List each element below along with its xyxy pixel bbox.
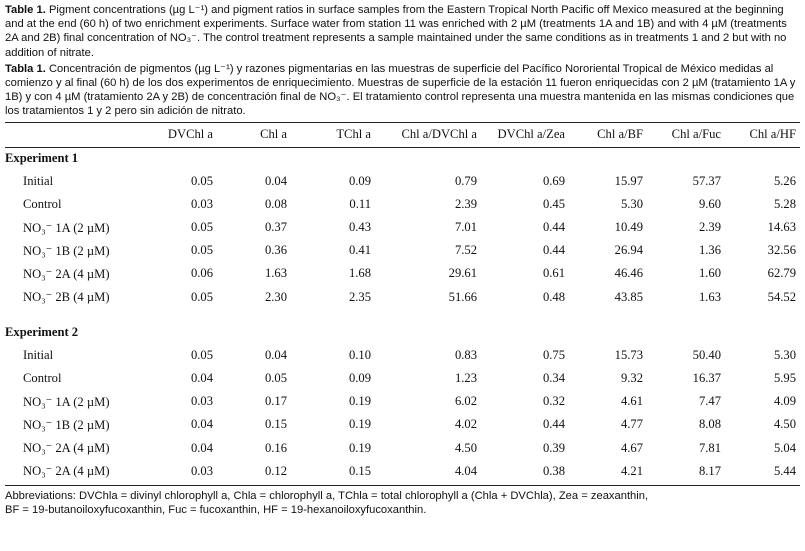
pigment-table bbox=[5, 123, 800, 483]
table-cell: 0.45 bbox=[542, 196, 565, 211]
table-cell: 0.05 bbox=[190, 243, 213, 258]
table-cell: 4.50 bbox=[773, 417, 796, 432]
table-cell: 2.30 bbox=[264, 289, 287, 304]
table-cell: 0.04 bbox=[264, 347, 287, 362]
table-cell: 0.05 bbox=[264, 371, 287, 386]
table-cell: 0.09 bbox=[348, 173, 371, 188]
table-row bbox=[5, 390, 800, 413]
table-cell: 4.21 bbox=[620, 463, 643, 478]
caption-english-label: Table 1. bbox=[5, 4, 46, 16]
table-cell: 0.37 bbox=[264, 220, 287, 235]
table-cell: 0.09 bbox=[348, 371, 371, 386]
table-cell: 6.02 bbox=[454, 394, 477, 409]
row-label: Initial bbox=[23, 173, 54, 188]
table-cell: 0.03 bbox=[190, 394, 213, 409]
table-cell: 1.68 bbox=[348, 266, 371, 281]
table-row bbox=[5, 413, 800, 436]
footnote-line-2: BF = 19-butanoiloxyfucoxanthin, Fuc = fucoxanthin, HF = 19-hexanoiloxyfucoxanthin. bbox=[5, 503, 427, 516]
experiment-heading-row bbox=[5, 322, 800, 344]
row-label: Control bbox=[23, 196, 62, 211]
col-header-chla-bf: Chl a/BF bbox=[597, 127, 643, 142]
footnote-line-1: Abbreviations: DVChla = divinyl chlorophyll a, Chla = chlorophyll a, TChla = total chlorophyll a (Chla + DVChla), Zea = zeaxanthin, bbox=[5, 489, 649, 502]
table-cell: 0.17 bbox=[264, 394, 287, 409]
table-cell: 2.35 bbox=[348, 289, 371, 304]
table-cell: 0.11 bbox=[349, 196, 371, 211]
table-cell: 2.39 bbox=[698, 220, 721, 235]
table-row bbox=[5, 216, 800, 239]
col-header-label bbox=[5, 123, 153, 148]
table-cell: 0.04 bbox=[190, 371, 213, 386]
table-cell: 0.16 bbox=[264, 440, 287, 455]
row-label: NO₃⁻ 1B (2 µM) bbox=[23, 417, 110, 432]
table-cell: 5.30 bbox=[773, 347, 796, 362]
table-cell: 15.97 bbox=[614, 173, 643, 188]
table-cell: 0.36 bbox=[264, 243, 287, 258]
table-header-row bbox=[5, 123, 800, 148]
table-cell: 46.46 bbox=[614, 266, 643, 281]
row-label: NO₃⁻ 2A (4 µM) bbox=[23, 441, 110, 456]
row-label: Initial bbox=[23, 347, 54, 362]
table-cell: 32.56 bbox=[767, 243, 796, 258]
table-cell: 15.73 bbox=[614, 347, 643, 362]
table-cell: 0.08 bbox=[264, 196, 287, 211]
table-cell: 0.15 bbox=[264, 417, 287, 432]
table-cell: 2.39 bbox=[454, 196, 477, 211]
table-cell: 0.04 bbox=[190, 440, 213, 455]
table-cell: 4.02 bbox=[454, 417, 477, 432]
table-cell: 0.79 bbox=[454, 173, 477, 188]
table-cell: 0.48 bbox=[542, 289, 565, 304]
table-cell: 57.37 bbox=[692, 173, 721, 188]
table-cell: 4.09 bbox=[773, 394, 796, 409]
row-label: NO₃⁻ 1B (2 µM) bbox=[23, 243, 110, 258]
table-cell: 4.50 bbox=[454, 440, 477, 455]
table-cell: 5.26 bbox=[773, 173, 796, 188]
table-cell: 0.03 bbox=[190, 463, 213, 478]
col-header-tchla: TChl a bbox=[336, 127, 371, 142]
table-row bbox=[5, 239, 800, 262]
table-cell: 7.01 bbox=[454, 220, 477, 235]
col-header-dvchla: DVChl a bbox=[167, 127, 213, 142]
row-label: NO₃⁻ 2A (4 µM) bbox=[23, 464, 110, 479]
table-cell: 26.94 bbox=[614, 243, 643, 258]
experiment-heading-row bbox=[5, 148, 800, 170]
table-cell: 0.69 bbox=[542, 173, 565, 188]
caption-english-text: Pigment concentrations (µg L⁻¹) and pigment ratios in surface samples from the Eastern Tropical North Pacific off Mexico measured at the beginning and at the end (60 h) of two enrichment experiments. Surface water from station 11 was enriched with 2 µM (treatments 1A and 1B) and with 4 µM (treatments 2A and 2B) final concentration of NO₃⁻. The control treatment represents a sample maintained under the same conditions as in treatments 1 and 2 but with no addition of nitrate. bbox=[5, 4, 787, 59]
table-cell: 1.60 bbox=[698, 266, 721, 281]
table-cell: 0.19 bbox=[348, 394, 371, 409]
table-cell: 51.66 bbox=[448, 289, 477, 304]
table-cell: 0.03 bbox=[190, 196, 213, 211]
row-label: NO₃⁻ 2A (4 µM) bbox=[23, 266, 110, 281]
table-cell: 0.04 bbox=[264, 173, 287, 188]
table-cell: 0.05 bbox=[190, 220, 213, 235]
col-header-chla-hf: Chl a/HF bbox=[749, 127, 796, 142]
table-cell: 4.61 bbox=[620, 394, 643, 409]
table-cell: 0.75 bbox=[542, 347, 565, 362]
table-row bbox=[5, 193, 800, 216]
experiment-title: Experiment 1 bbox=[5, 151, 79, 166]
table-cell: 0.44 bbox=[542, 220, 565, 235]
caption-spanish bbox=[5, 62, 800, 119]
table-cell: 5.04 bbox=[773, 440, 796, 455]
table-cell: 0.61 bbox=[542, 266, 565, 281]
table-cell: 54.52 bbox=[767, 289, 796, 304]
table-cell: 4.77 bbox=[620, 417, 643, 432]
table-row bbox=[5, 286, 800, 309]
table-bottom-rule bbox=[5, 485, 800, 486]
table-row bbox=[5, 367, 800, 390]
col-header-chla-dvchla: Chl a/DVChl a bbox=[401, 127, 477, 142]
col-header-chla: Chl a bbox=[260, 127, 287, 142]
table-cell: 4.04 bbox=[454, 463, 477, 478]
caption-spanish-label: Tabla 1. bbox=[5, 62, 46, 75]
table-cell: 0.44 bbox=[542, 243, 565, 258]
table-cell: 7.47 bbox=[698, 394, 721, 409]
table-cell: 0.05 bbox=[190, 289, 213, 304]
table-body bbox=[5, 148, 800, 483]
table-cell: 29.61 bbox=[448, 266, 477, 281]
table-cell: 62.79 bbox=[767, 266, 796, 281]
section-gap-cell bbox=[5, 309, 800, 322]
table-cell: 0.34 bbox=[542, 371, 565, 386]
table-cell: 5.30 bbox=[620, 196, 643, 211]
col-header-chla-fuc: Chl a/Fuc bbox=[671, 127, 721, 142]
table-cell: 0.41 bbox=[348, 243, 371, 258]
table-cell: 0.19 bbox=[348, 440, 371, 455]
table-row bbox=[5, 437, 800, 460]
table-cell: 9.60 bbox=[698, 196, 721, 211]
table-cell: 9.32 bbox=[620, 371, 643, 386]
table-cell: 50.40 bbox=[692, 347, 721, 362]
table-cell: 7.52 bbox=[454, 243, 477, 258]
table-cell: 0.19 bbox=[348, 417, 371, 432]
table-cell: 8.08 bbox=[698, 417, 721, 432]
table-cell: 1.63 bbox=[264, 266, 287, 281]
table-cell: 0.05 bbox=[190, 173, 213, 188]
table-cell: 43.85 bbox=[614, 289, 643, 304]
footnote bbox=[5, 489, 800, 517]
table-cell: 5.44 bbox=[773, 463, 796, 478]
table-cell: 0.06 bbox=[190, 266, 213, 281]
row-label: NO₃⁻ 1A (2 µM) bbox=[23, 220, 110, 235]
experiment-title: Experiment 2 bbox=[5, 325, 79, 340]
table-cell: 0.04 bbox=[190, 417, 213, 432]
row-label: Control bbox=[23, 371, 62, 386]
table-cell: 16.37 bbox=[692, 371, 721, 386]
table-row bbox=[5, 262, 800, 285]
table-cell: 0.83 bbox=[454, 347, 477, 362]
table-cell: 8.17 bbox=[698, 463, 721, 478]
table-cell: 0.39 bbox=[542, 440, 565, 455]
table-cell: 0.10 bbox=[348, 347, 371, 362]
table-cell: 0.38 bbox=[542, 463, 565, 478]
col-header-dvchla-zea: DVChl a/Zea bbox=[497, 127, 565, 142]
table-cell: 10.49 bbox=[614, 220, 643, 235]
table-cell: 5.95 bbox=[773, 371, 796, 386]
section-gap bbox=[5, 309, 800, 322]
table-cell: 0.15 bbox=[348, 463, 371, 478]
table-cell: 1.36 bbox=[698, 243, 721, 258]
caption-spanish-text: Concentración de pigmentos (µg L⁻¹) y razones pigmentarias en las muestras de superficie del Pacífico Nororiental Tropical de México medidas al comienzo y al final (60 h) de los dos experimentos de enriquecimiento. Muestras de superficie de la estación 11 fueron enriquecidas con 2 µM (tratamiento 1A y 1B) y con 4 µM (tratamiento 2A y 2B) de concentración final de NO₃⁻. El tratamiento control representa una muestra mantenida en las mismas condiciones que los tratamientos 1 y 2 pero sin adición de nitrato. bbox=[5, 62, 796, 118]
table-cell: 1.63 bbox=[698, 289, 721, 304]
row-label: NO₃⁻ 1A (2 µM) bbox=[23, 394, 110, 409]
row-label: NO₃⁻ 2B (4 µM) bbox=[23, 290, 110, 305]
table-cell: 7.81 bbox=[698, 440, 721, 455]
table-cell: 4.67 bbox=[620, 440, 643, 455]
table-cell: 0.12 bbox=[264, 463, 287, 478]
table-cell: 1.23 bbox=[454, 371, 477, 386]
table-cell: 0.05 bbox=[190, 347, 213, 362]
table-cell: 14.63 bbox=[767, 220, 796, 235]
table-row bbox=[5, 460, 800, 483]
table-cell: 0.43 bbox=[348, 220, 371, 235]
table-row bbox=[5, 344, 800, 367]
table-cell: 0.44 bbox=[542, 417, 565, 432]
table-cell: 0.32 bbox=[542, 394, 565, 409]
table-row bbox=[5, 170, 800, 193]
table-cell: 5.28 bbox=[773, 196, 796, 211]
caption-english bbox=[5, 3, 800, 60]
